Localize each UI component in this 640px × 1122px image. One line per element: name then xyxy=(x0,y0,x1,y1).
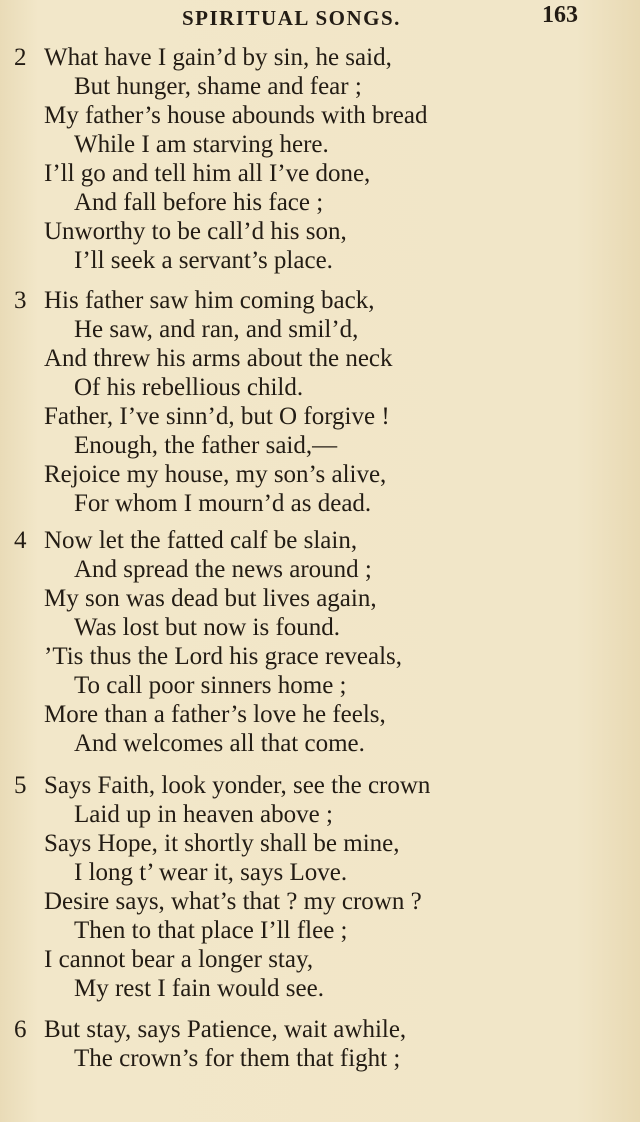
verse-line: And welcomes all that come. xyxy=(74,730,365,757)
running-head: SPIRITUAL SONGS. xyxy=(182,6,401,30)
verse-line: Says Faith, look yonder, see the crown xyxy=(44,772,431,799)
verse-line: Rejoice my house, my son’s alive, xyxy=(44,461,387,488)
verse-line: I cannot bear a longer stay, xyxy=(44,946,314,973)
verse-line: For whom I mourn’d as dead. xyxy=(74,490,372,517)
verse-line: I long t’ wear it, says Love. xyxy=(74,859,348,886)
verse-line: Laid up in heaven above ; xyxy=(74,801,333,828)
verse-line: But hunger, shame and fear ; xyxy=(74,73,362,100)
verse-line: I’ll go and tell him all I’ve done, xyxy=(44,160,371,187)
verse-line: And fall before his face ; xyxy=(74,189,324,216)
verse-line: Father, I’ve sinn’d, but O forgive ! xyxy=(44,403,390,430)
stanza-2 xyxy=(0,43,640,275)
verse-line: Enough, the father said,— xyxy=(74,432,338,459)
stanza-number: 2 xyxy=(14,44,27,71)
verse-line: Desire says, what’s that ? my crown ? xyxy=(44,888,422,915)
stanza-4 xyxy=(0,526,640,758)
stanza-6 xyxy=(0,1015,640,1073)
verse-line: Now let the fatted calf be slain, xyxy=(44,527,358,554)
stanza-number: 4 xyxy=(14,527,27,554)
stanza-number: 5 xyxy=(14,772,27,799)
verse-line: His father saw him coming back, xyxy=(44,287,375,314)
stanza-number: 6 xyxy=(14,1016,27,1043)
verse-line: Was lost but now is found. xyxy=(74,614,341,641)
verse-line: ’Tis thus the Lord his grace reveals, xyxy=(44,643,403,670)
verse-line: Unworthy to be call’d his son, xyxy=(44,218,347,245)
verse-line: The crown’s for them that fight ; xyxy=(74,1045,401,1072)
page-number: 163 xyxy=(542,2,578,28)
verse-line: And threw his arms about the neck xyxy=(44,345,393,372)
verse-line: My father’s house abounds with bread xyxy=(44,102,428,129)
stanza-3 xyxy=(0,286,640,518)
verse-line: More than a father’s love he feels, xyxy=(44,701,386,728)
verse-line: While I am starving here. xyxy=(74,131,329,158)
verse-line: He saw, and ran, and smil’d, xyxy=(74,316,359,343)
verse-line: And spread the news around ; xyxy=(74,556,372,583)
verse-line: Then to that place I’ll flee ; xyxy=(74,917,348,944)
stanza-5 xyxy=(0,771,640,1003)
verse-line: To call poor sinners home ; xyxy=(74,672,347,699)
stanza-number: 3 xyxy=(14,287,27,314)
verse-line: What have I gain’d by sin, he said, xyxy=(44,44,392,71)
verse-line: Of his rebellious child. xyxy=(74,374,304,401)
verse-line: My rest I fain would see. xyxy=(74,975,324,1002)
verse-line: My son was dead but lives again, xyxy=(44,585,377,612)
verse-line: But stay, says Patience, wait awhile, xyxy=(44,1016,407,1043)
verse-line: Says Hope, it shortly shall be mine, xyxy=(44,830,400,857)
verse-line: I’ll seek a servant’s place. xyxy=(74,247,333,274)
